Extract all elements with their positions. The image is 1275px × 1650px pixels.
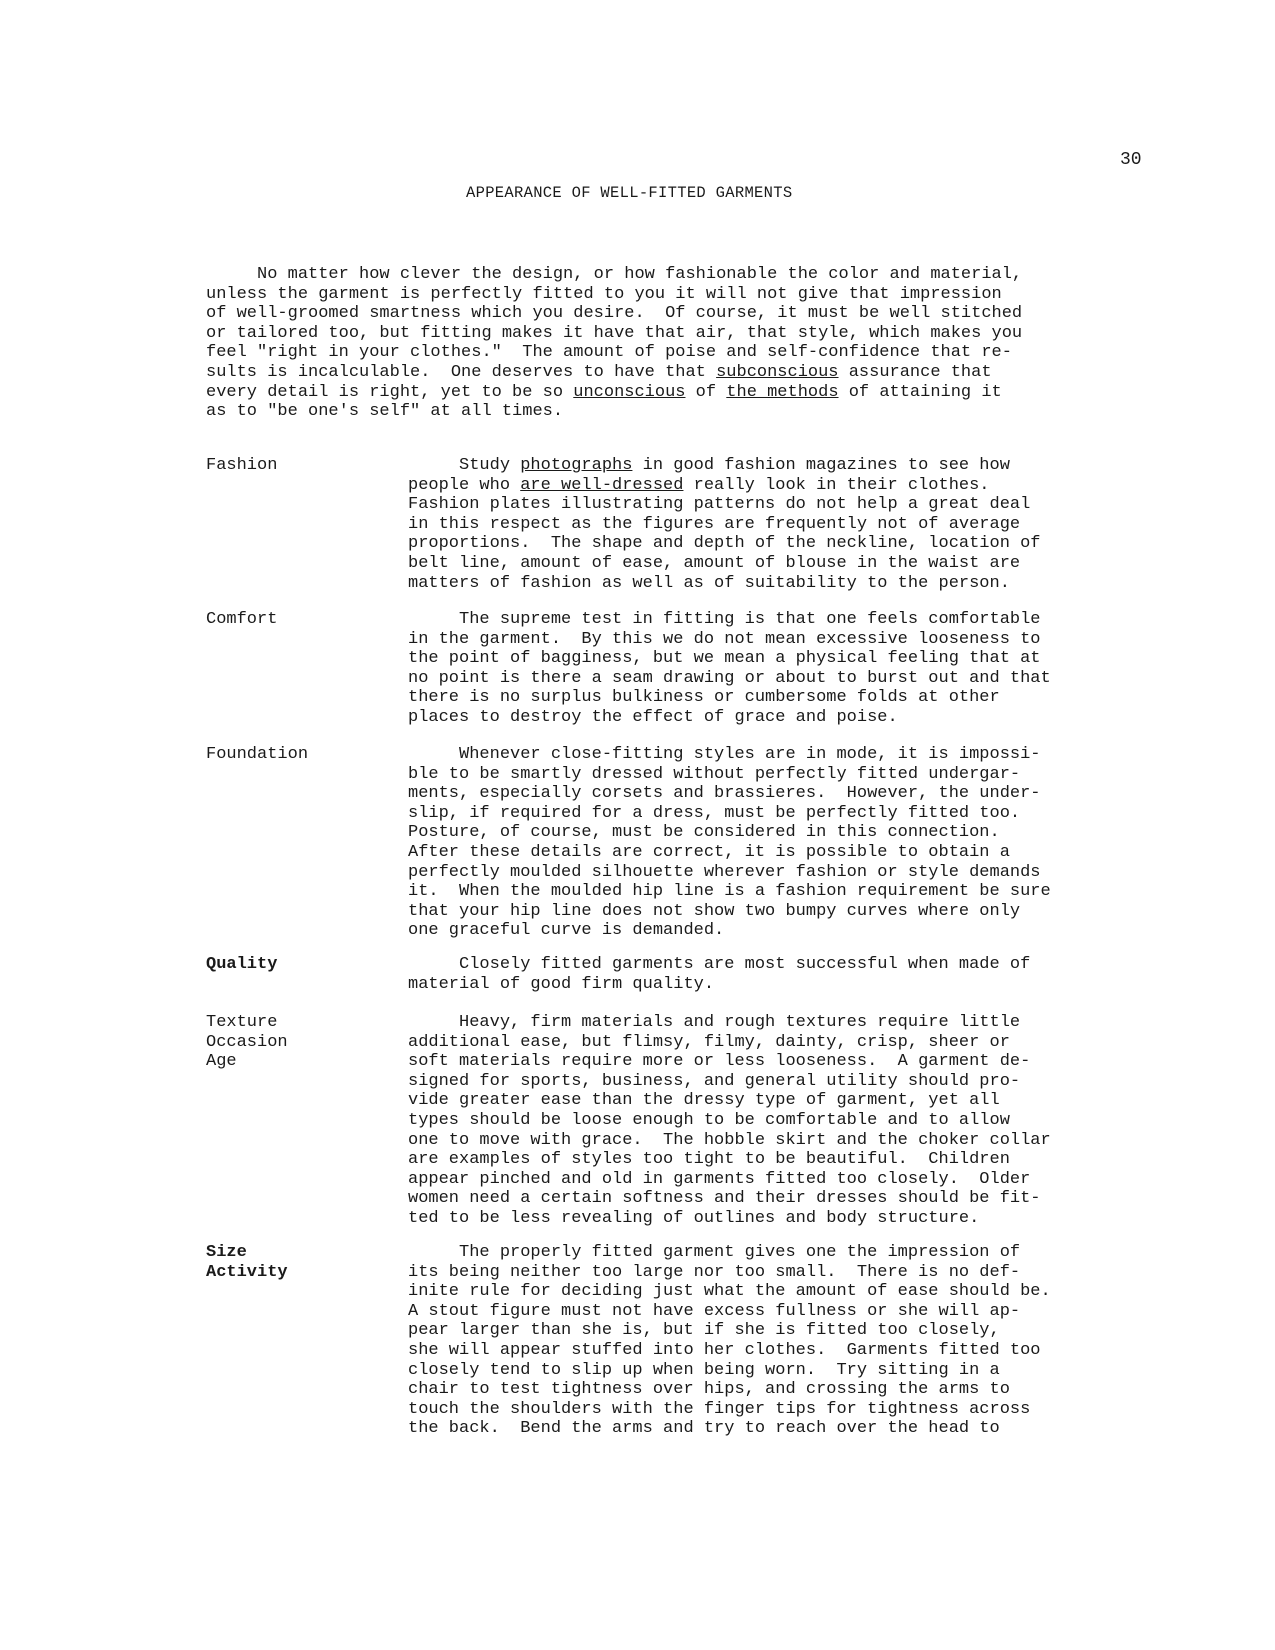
side-label-size-activity: Size Activity (206, 1243, 288, 1282)
side-label-comfort: Comfort (206, 610, 278, 629)
page-title: APPEARANCE OF WELL-FITTED GARMENTS (466, 184, 793, 202)
text-line: of (685, 382, 727, 402)
underlined-word: are well-dressed (520, 475, 684, 495)
paragraph-fashion: Study photographs in good fashion magazines to see how people who are well-dressed really look in their clothes. Fashion plates illustrating patterns do not help a great deal in this respect as the figures are frequently not of average proportions. The shape and depth of the neckline, location of belt line, amount of ease, amount of blouse in the waist are matters of fashion as well as of suitability to the person. (408, 456, 1041, 593)
text-line: every detail is right, yet to be so (206, 382, 574, 402)
paragraph-size: The properly fitted garment gives one the impression of its being neither too large nor too small. There is no def- inite rule for deciding just what the amount of ease should be. A stout figure must not have excess fullness or she will ap- pear larger than she is, but if she is fitted too closely, she will appear stuffed into her clothes. Garments fitted too closely tend to slip up when being worn. Try sitting in a chair to test tightness over hips, and crossing the arms to touch the shoulders with the finger tips for tightness across the back. Bend the arms and try to reach over the head to (408, 1243, 1051, 1439)
side-label-quality: Quality (206, 955, 278, 974)
underlined-word: unconscious (573, 382, 686, 402)
text-line: sults is incalculable. One deserves to have that (206, 362, 717, 382)
intro-paragraph (206, 265, 1166, 422)
paragraph-texture: Heavy, firm materials and rough textures require little additional ease, but flimsy, filmy, dainty, crisp, sheer or soft materials require more or less looseness. A garment de- signed for sports, business, and general utility should pro- vide greater ease than the dressy type of garment, yet all types should be loose enough to be comfortable and to allow one to move with grace. The hobble skirt and the choker collar are examples of styles too tight to be beautiful. Children appear pinched and old in garments fitted too closely. Older women need a certain softness and their dresses should be fit- ted to be less revealing of outlines and body structure. (408, 1013, 1051, 1228)
side-label-foundation: Foundation (206, 745, 309, 764)
text-line: as to "be one's self" at all times. (206, 402, 564, 422)
underlined-word: photographs (520, 456, 633, 475)
text-line: of well-groomed smartness which you desire. Of course, it must be well stitched (206, 304, 1023, 324)
page-number: 30 (1120, 150, 1142, 170)
text-line: or tailored too, but fitting makes it have that air, that style, which makes you (206, 323, 1023, 343)
text-line: No matter how clever the design, or how fashionable the color and material, (206, 265, 1023, 284)
paragraph-quality: Closely fitted garments are most successful when made of material of good firm quality. (408, 955, 1031, 994)
underlined-word: subconscious (716, 362, 839, 382)
paragraph-comfort: The supreme test in fitting is that one feels comfortable in the garment. By this we do not mean excessive looseness to the point of bagginess, but we mean a physical feeling that at no point is there a seam drawing or about to burst out and that there is no surplus bulkiness or cumbersome folds at other places to destroy the effect of grace and poise. (408, 610, 1051, 727)
text-line: of attaining it (838, 382, 1002, 402)
paragraph-foundation: Whenever close-fitting styles are in mode, it is impossi- ble to be smartly dressed without perfectly fitted undergar- ments, especially corsets and brassieres. However, the under- slip, if required for a dress, must be perfectly fitted too. Posture, of course, must be considered in this connection. After these details are correct, it is possible to obtain a perfectly moulded silhouette wherever fashion or style demands it. When the moulded hip line is a fashion requirement be sure that your hip line does not show two bumpy curves where only one graceful curve is demanded. (408, 745, 1051, 941)
text-line: unless the garment is perfectly fitted to you it will not give that impression (206, 284, 1002, 304)
underlined-word: the methods (726, 382, 839, 402)
side-label-fashion: Fashion (206, 456, 278, 475)
side-label-texture-occasion-age: Texture Occasion Age (206, 1013, 288, 1072)
text-line: feel "right in your clothes." The amount of poise and self-confidence that re- (206, 343, 1012, 363)
text-line: assurance that (838, 362, 992, 382)
